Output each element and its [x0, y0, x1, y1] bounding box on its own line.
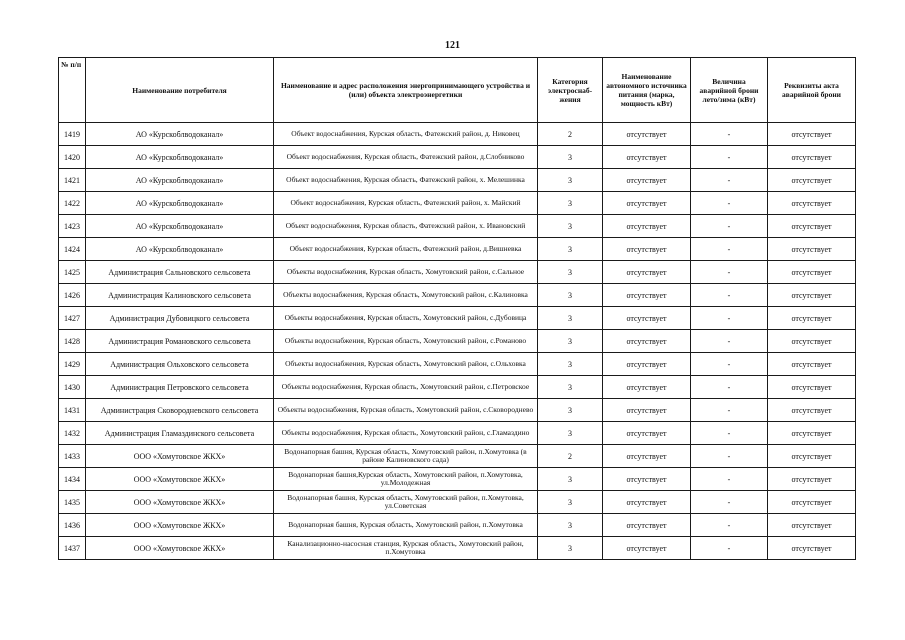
cell-reserve: -: [691, 123, 768, 146]
cell-category: 3: [538, 215, 603, 238]
cell-act: отсутствует: [768, 537, 856, 560]
cell-power-source: отсутствует: [603, 399, 691, 422]
table-row: [59, 123, 856, 146]
cell-consumer: АО «Курскоблводоканал»: [86, 123, 274, 146]
cell-power-source: отсутствует: [603, 169, 691, 192]
header-act: Реквизиты акта аварийной брони: [768, 58, 856, 123]
cell-power-source: отсутствует: [603, 284, 691, 307]
cell-consumer: Администрация Гламаздинского сельсовета: [86, 422, 274, 445]
cell-num: 1432: [59, 422, 86, 445]
cell-consumer: АО «Курскоблводоканал»: [86, 192, 274, 215]
table-row: [59, 422, 856, 445]
cell-power-source: отсутствует: [603, 537, 691, 560]
cell-num: 1425: [59, 261, 86, 284]
cell-object: Объекты водоснабжения, Курская область, Хомутовский район, с.Сальное: [274, 261, 538, 284]
cell-num: 1421: [59, 169, 86, 192]
cell-num: 1429: [59, 353, 86, 376]
cell-reserve: -: [691, 376, 768, 399]
cell-category: 3: [538, 537, 603, 560]
cell-power-source: отсутствует: [603, 261, 691, 284]
cell-consumer: АО «Курскоблводоканал»: [86, 215, 274, 238]
cell-category: 3: [538, 514, 603, 537]
header-num: № п/п: [59, 58, 86, 123]
cell-category: 3: [538, 146, 603, 169]
cell-reserve: -: [691, 284, 768, 307]
cell-num: 1431: [59, 399, 86, 422]
cell-power-source: отсутствует: [603, 215, 691, 238]
cell-consumer: ООО «Хомутовское ЖКХ»: [86, 468, 274, 491]
cell-act: отсутствует: [768, 307, 856, 330]
cell-reserve: -: [691, 537, 768, 560]
table-row: [59, 169, 856, 192]
cell-act: отсутствует: [768, 399, 856, 422]
cell-reserve: -: [691, 146, 768, 169]
cell-act: отсутствует: [768, 422, 856, 445]
cell-power-source: отсутствует: [603, 192, 691, 215]
table-row: [59, 468, 856, 491]
cell-category: 3: [538, 238, 603, 261]
header-category: Категория электроснаб-жения: [538, 58, 603, 123]
cell-object: Объекты водоснабжения, Курская область, Хомутовский район, с.Дубовица: [274, 307, 538, 330]
cell-power-source: отсутствует: [603, 307, 691, 330]
cell-object: Объекты водоснабжения, Курская область, Хомутовский район, с.Романово: [274, 330, 538, 353]
cell-consumer: Администрация Сальновского сельсовета: [86, 261, 274, 284]
cell-consumer: АО «Курскоблводоканал»: [86, 169, 274, 192]
cell-reserve: -: [691, 353, 768, 376]
cell-object: Объект водоснабжения, Курская область, Фатежский район, х. Ивановский: [274, 215, 538, 238]
cell-consumer: АО «Курскоблводоканал»: [86, 146, 274, 169]
table-row: [59, 284, 856, 307]
cell-act: отсутствует: [768, 468, 856, 491]
cell-category: 3: [538, 169, 603, 192]
cell-num: 1430: [59, 376, 86, 399]
cell-consumer: Администрация Сковородневского сельсовета: [86, 399, 274, 422]
cell-act: отсутствует: [768, 353, 856, 376]
cell-category: 3: [538, 284, 603, 307]
cell-num: 1435: [59, 491, 86, 514]
cell-object: Объекты водоснабжения, Курская область, Хомутовский район, с.Калиновка: [274, 284, 538, 307]
cell-reserve: -: [691, 514, 768, 537]
cell-object: Водонапорная башня, Курская область, Хомутовский район, п.Хомутовка: [274, 514, 538, 537]
cell-power-source: отсутствует: [603, 330, 691, 353]
table-row: [59, 215, 856, 238]
table-row: [59, 399, 856, 422]
table-row: [59, 307, 856, 330]
cell-act: отсутствует: [768, 284, 856, 307]
cell-consumer: Администрация Петровского сельсовета: [86, 376, 274, 399]
cell-act: отсутствует: [768, 238, 856, 261]
header-object: Наименование и адрес расположения энергопринимающего устройства и (или) объекта электроэнергетики: [274, 58, 538, 123]
cell-object: Объект водоснабжения, Курская область, Фатежский район, д.Слобниково: [274, 146, 538, 169]
cell-object: Водонапорная башня,Курская область, Хомутовский район, п.Хомутовка, ул.Молодежная: [274, 468, 538, 491]
cell-object: Объект водоснабжения, Курская область, Фатежский район, д.Вишневка: [274, 238, 538, 261]
cell-reserve: -: [691, 491, 768, 514]
cell-consumer: АО «Курскоблводоканал»: [86, 238, 274, 261]
cell-num: 1433: [59, 445, 86, 468]
cell-reserve: -: [691, 468, 768, 491]
cell-power-source: отсутствует: [603, 146, 691, 169]
cell-power-source: отсутствует: [603, 422, 691, 445]
header-reserve: Величина аварийной брони лето/зима (кВт): [691, 58, 768, 123]
table-row: [59, 330, 856, 353]
table-row: [59, 537, 856, 560]
cell-object: Объекты водоснабжения, Курская область, Хомутовский район, с.Гламаздино: [274, 422, 538, 445]
cell-object: Водонапорная башня, Курская область, Хомутовский район, п.Хомутовка, ул.Советская: [274, 491, 538, 514]
cell-num: 1423: [59, 215, 86, 238]
cell-num: 1434: [59, 468, 86, 491]
cell-reserve: -: [691, 330, 768, 353]
cell-act: отсутствует: [768, 192, 856, 215]
cell-category: 3: [538, 330, 603, 353]
cell-reserve: -: [691, 192, 768, 215]
table-body: [59, 123, 856, 560]
cell-consumer: Администрация Калиновского сельсовета: [86, 284, 274, 307]
cell-category: 2: [538, 123, 603, 146]
cell-reserve: -: [691, 445, 768, 468]
page-number: 121: [445, 40, 460, 51]
cell-num: 1428: [59, 330, 86, 353]
cell-power-source: отсутствует: [603, 514, 691, 537]
cell-object: Объекты водоснабжения, Курская область, Хомутовский район, с.Сковороднево: [274, 399, 538, 422]
cell-act: отсутствует: [768, 491, 856, 514]
cell-category: 3: [538, 261, 603, 284]
cell-power-source: отсутствует: [603, 238, 691, 261]
cell-act: отсутствует: [768, 330, 856, 353]
cell-num: 1424: [59, 238, 86, 261]
table-row: [59, 376, 856, 399]
cell-object: Водонапорная башня, Курская область, Хомутовский район, п.Хомутовка (в районе Калиновского сада): [274, 445, 538, 468]
cell-act: отсутствует: [768, 376, 856, 399]
consumer-table: [58, 57, 856, 560]
cell-category: 3: [538, 399, 603, 422]
cell-reserve: -: [691, 169, 768, 192]
cell-power-source: отсутствует: [603, 468, 691, 491]
cell-category: 3: [538, 376, 603, 399]
table-header-row: [59, 58, 856, 123]
table-row: [59, 146, 856, 169]
cell-object: Объекты водоснабжения, Курская область, Хомутовский район, с.Ольховка: [274, 353, 538, 376]
cell-consumer: ООО «Хомутовское ЖКХ»: [86, 537, 274, 560]
cell-consumer: ООО «Хомутовское ЖКХ»: [86, 514, 274, 537]
cell-power-source: отсутствует: [603, 123, 691, 146]
cell-num: 1420: [59, 146, 86, 169]
cell-reserve: -: [691, 399, 768, 422]
header-consumer: Наименование потребителя: [86, 58, 274, 123]
cell-consumer: ООО «Хомутовское ЖКХ»: [86, 491, 274, 514]
table-row: [59, 514, 856, 537]
cell-num: 1422: [59, 192, 86, 215]
cell-power-source: отсутствует: [603, 376, 691, 399]
cell-category: 2: [538, 445, 603, 468]
table-row: [59, 192, 856, 215]
cell-act: отсутствует: [768, 146, 856, 169]
cell-category: 3: [538, 491, 603, 514]
cell-consumer: Администрация Романовского сельсовета: [86, 330, 274, 353]
cell-consumer: ООО «Хомутовское ЖКХ»: [86, 445, 274, 468]
cell-category: 3: [538, 192, 603, 215]
cell-num: 1437: [59, 537, 86, 560]
cell-num: 1419: [59, 123, 86, 146]
cell-power-source: отсутствует: [603, 491, 691, 514]
header-power-source: Наименование автономного источника питания (марка, мощность кВт): [603, 58, 691, 123]
cell-reserve: -: [691, 422, 768, 445]
cell-num: 1426: [59, 284, 86, 307]
cell-object: Объекты водоснабжения, Курская область, Хомутовский район, с.Петровское: [274, 376, 538, 399]
cell-category: 3: [538, 422, 603, 445]
cell-power-source: отсутствует: [603, 445, 691, 468]
table-row: [59, 261, 856, 284]
cell-category: 3: [538, 307, 603, 330]
cell-reserve: -: [691, 261, 768, 284]
cell-num: 1436: [59, 514, 86, 537]
table-row: [59, 445, 856, 468]
cell-object: Объект водоснабжения, Курская область, Фатежский район, х. Майский: [274, 192, 538, 215]
cell-category: 3: [538, 353, 603, 376]
cell-object: Канализационно-насосная станция, Курская область, Хомутовский район, п.Хомутовка: [274, 537, 538, 560]
cell-num: 1427: [59, 307, 86, 330]
cell-object: Объект водоснабжения, Курская область, Фатежский район, д. Никовец: [274, 123, 538, 146]
cell-act: отсутствует: [768, 514, 856, 537]
table-row: [59, 238, 856, 261]
cell-power-source: отсутствует: [603, 353, 691, 376]
cell-consumer: Администрация Дубовицкого сельсовета: [86, 307, 274, 330]
cell-consumer: Администрация Ольховского сельсовета: [86, 353, 274, 376]
cell-reserve: -: [691, 215, 768, 238]
cell-category: 3: [538, 468, 603, 491]
cell-act: отсутствует: [768, 445, 856, 468]
table-row: [59, 491, 856, 514]
cell-act: отсутствует: [768, 215, 856, 238]
cell-act: отсутствует: [768, 123, 856, 146]
cell-reserve: -: [691, 307, 768, 330]
table-row: [59, 353, 856, 376]
cell-act: отсутствует: [768, 261, 856, 284]
cell-reserve: -: [691, 238, 768, 261]
cell-object: Объект водоснабжения, Курская область, Фатежский район, х. Мелешинка: [274, 169, 538, 192]
cell-act: отсутствует: [768, 169, 856, 192]
